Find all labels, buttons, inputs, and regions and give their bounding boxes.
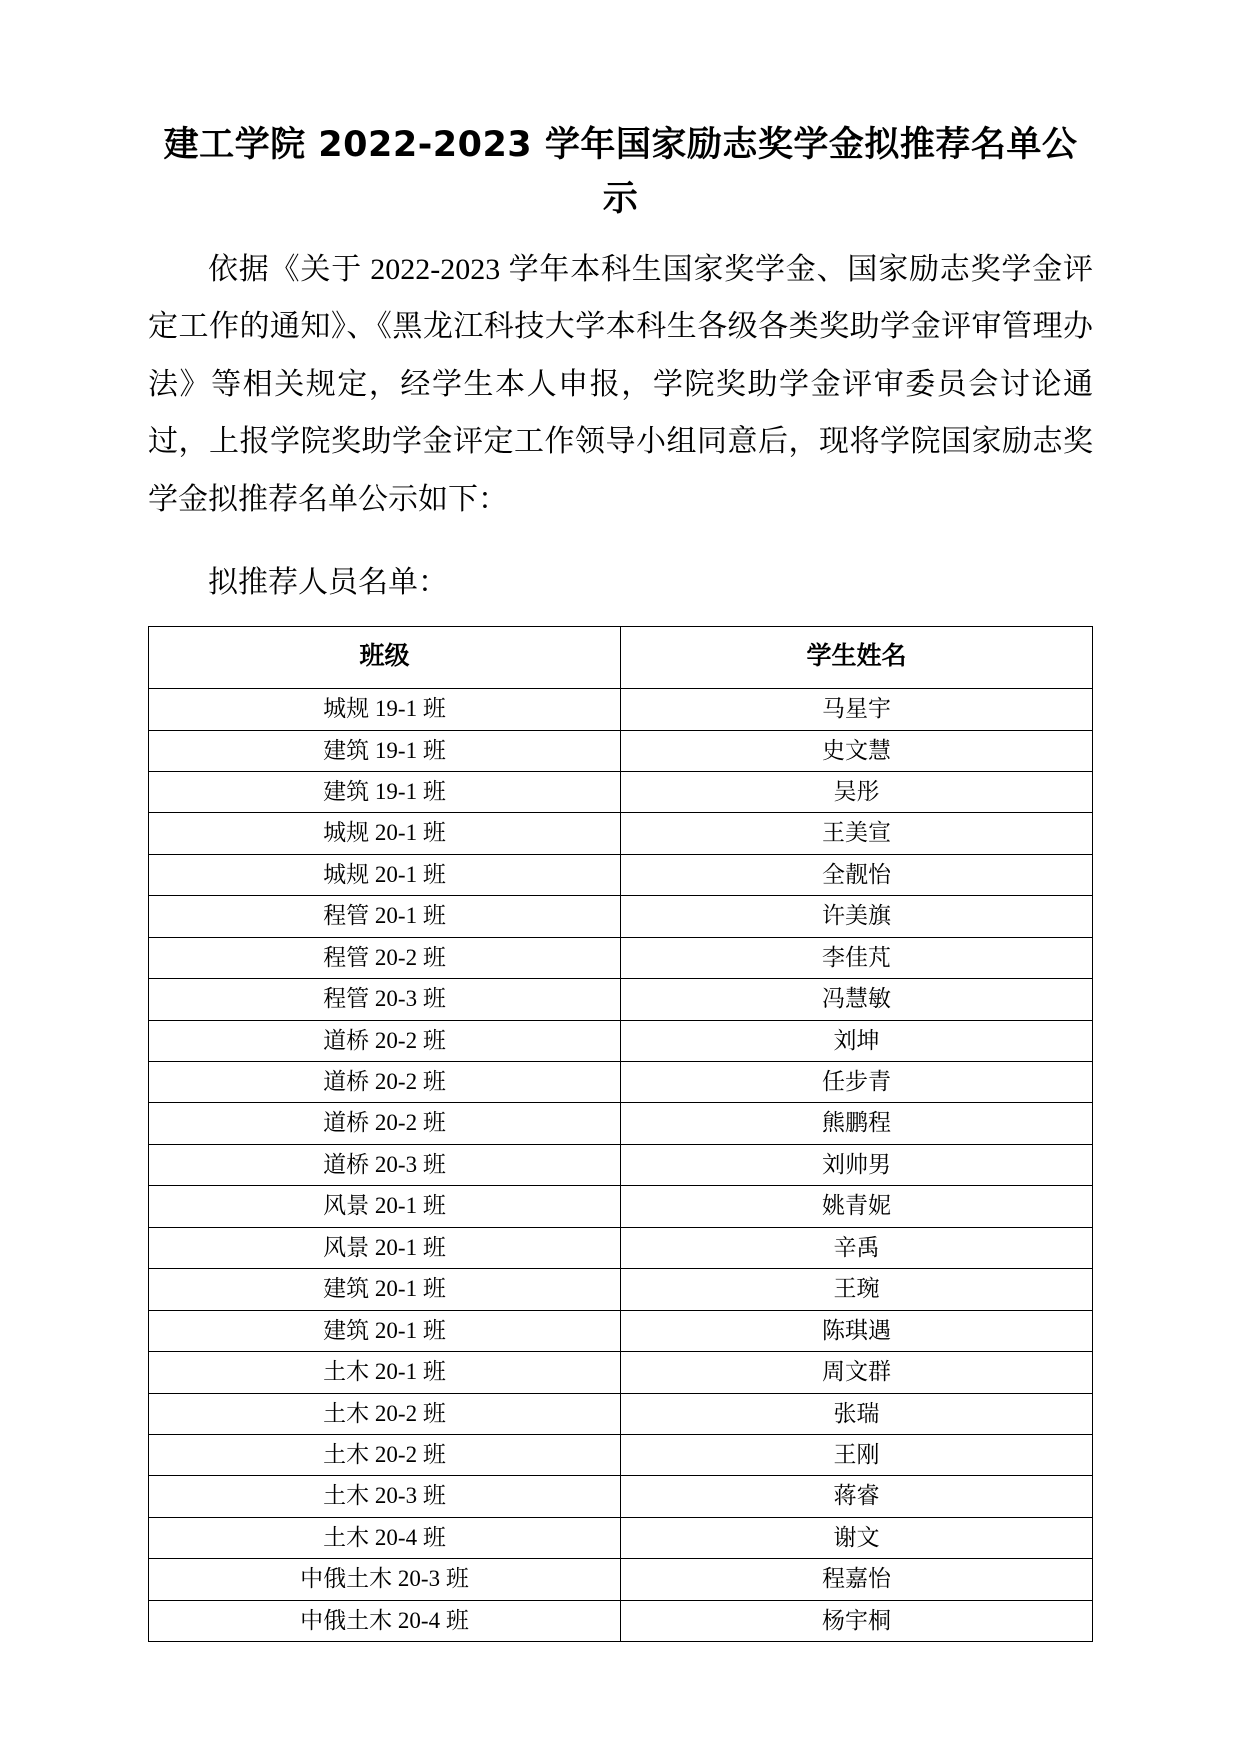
table-row [149,1559,1093,1600]
cell-class: 城规 19-1 班 [149,689,621,730]
cell-name: 史文慧 [621,730,1093,771]
column-header-name: 学生姓名 [621,627,1093,689]
cell-name: 刘帅男 [621,1144,1093,1185]
cell-class: 建筑 19-1 班 [149,771,621,812]
table-row [149,1434,1093,1475]
cell-class: 建筑 19-1 班 [149,730,621,771]
cell-class: 城规 20-1 班 [149,854,621,895]
table-row [149,896,1093,937]
cell-name: 周文群 [621,1352,1093,1393]
cell-class: 道桥 20-2 班 [149,1062,621,1103]
table-row [149,937,1093,978]
cell-class: 程管 20-3 班 [149,979,621,1020]
cell-name: 王刚 [621,1434,1093,1475]
table-header-row [149,627,1093,689]
cell-name: 任步青 [621,1062,1093,1103]
cell-name: 蒋睿 [621,1476,1093,1517]
cell-name: 陈琪遇 [621,1310,1093,1351]
cell-name: 全靓怡 [621,854,1093,895]
cell-name: 李佳芃 [621,937,1093,978]
table-row [149,979,1093,1020]
table-body [149,689,1093,1642]
cell-name: 程嘉怡 [621,1559,1093,1600]
table-row [149,813,1093,854]
table-row [149,1352,1093,1393]
cell-class: 风景 20-1 班 [149,1186,621,1227]
table-row [149,854,1093,895]
table-row [149,1310,1093,1351]
table-row [149,1600,1093,1641]
cell-name: 吴彤 [621,771,1093,812]
cell-name: 马星宇 [621,689,1093,730]
cell-class: 土木 20-1 班 [149,1352,621,1393]
cell-class: 城规 20-1 班 [149,813,621,854]
cell-class: 中俄土木 20-3 班 [149,1559,621,1600]
table-row [149,689,1093,730]
page-title: 建工学院 2022-2023 学年国家励志奖学金拟推荐名单公示 [163,125,1078,220]
cell-class: 土木 20-2 班 [149,1434,621,1475]
cell-class: 中俄土木 20-4 班 [149,1600,621,1641]
cell-name: 王琬 [621,1269,1093,1310]
cell-name: 王美宣 [621,813,1093,854]
cell-class: 建筑 20-1 班 [149,1310,621,1351]
cell-name: 熊鹏程 [621,1103,1093,1144]
cell-name: 冯慧敏 [621,979,1093,1020]
table-row [149,730,1093,771]
table-row [149,1476,1093,1517]
cell-class: 道桥 20-3 班 [149,1144,621,1185]
table-row [149,1020,1093,1061]
cell-class: 程管 20-2 班 [149,937,621,978]
table-row [149,1517,1093,1558]
cell-name: 刘坤 [621,1020,1093,1061]
table-row [149,771,1093,812]
table-row [149,1144,1093,1185]
table-row [149,1269,1093,1310]
notice-paragraph: 依据《关于 2022-2023 学年本科生国家奖学金、国家励志奖学金评定工作的通知》、《黑龙江科技大学本科生各级各类奖助学金评审管理办法》等相关规定，经学生本人申报，学院奖助学金评审委员会讨论通过，上报学院奖助学金评定工作领导小组同意后，现将学院国家励志奖学金拟推荐名单公示如下： [148,252,1093,516]
cell-name: 杨宇桐 [621,1600,1093,1641]
cell-class: 建筑 20-1 班 [149,1269,621,1310]
cell-name: 张瑞 [621,1393,1093,1434]
cell-class: 土木 20-2 班 [149,1393,621,1434]
cell-class: 道桥 20-2 班 [149,1103,621,1144]
table-row [149,1227,1093,1268]
cell-name: 谢文 [621,1517,1093,1558]
table-row [149,1393,1093,1434]
cell-class: 风景 20-1 班 [149,1227,621,1268]
cell-name: 许美旗 [621,896,1093,937]
table-row [149,1186,1093,1227]
list-label: 拟推荐人员名单： [208,566,448,600]
cell-class: 土木 20-3 班 [149,1476,621,1517]
table-row [149,1103,1093,1144]
cell-name: 辛禹 [621,1227,1093,1268]
column-header-class: 班级 [149,627,621,689]
cell-class: 道桥 20-2 班 [149,1020,621,1061]
table-row [149,1062,1093,1103]
recommendation-table [148,626,1093,1642]
cell-name: 姚青妮 [621,1186,1093,1227]
cell-class: 土木 20-4 班 [149,1517,621,1558]
cell-class: 程管 20-1 班 [149,896,621,937]
